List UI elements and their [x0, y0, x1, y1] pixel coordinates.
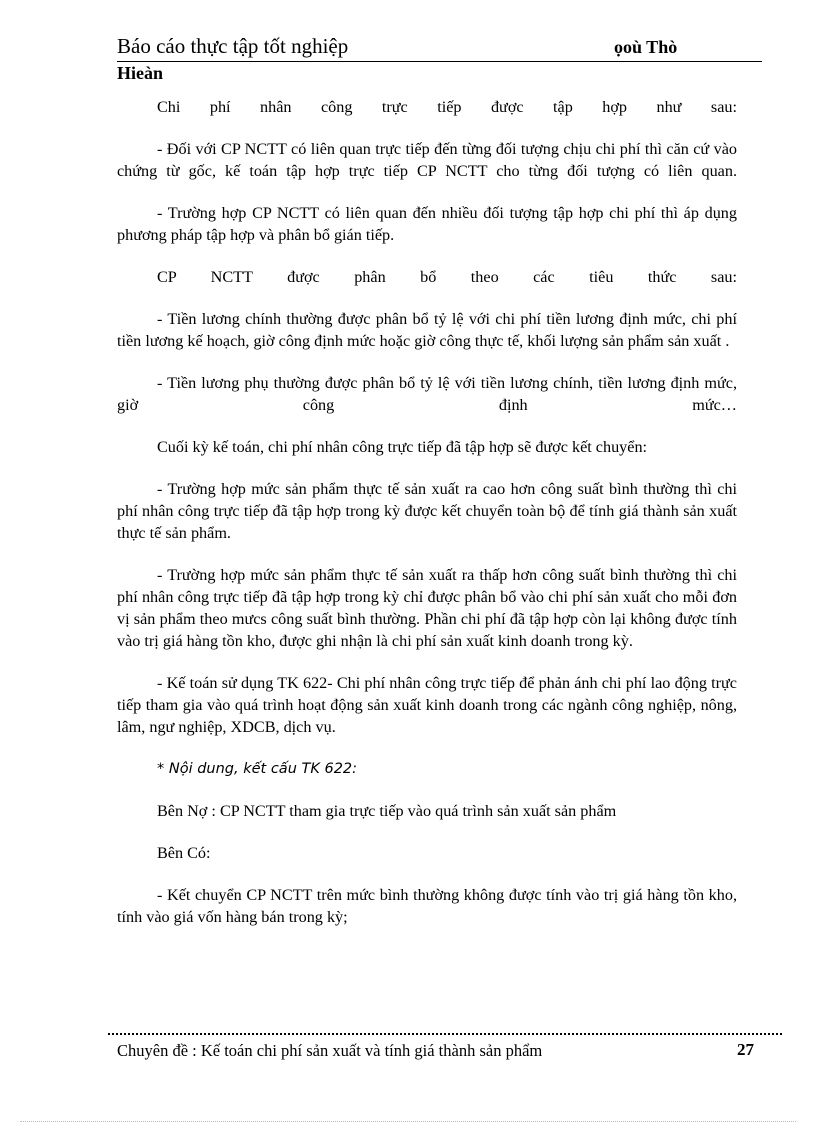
paragraph: - Trường hợp mức sản phẩm thực tế sản xuất ra cao hơn công suất bình thường thì chi phí nhân công trực tiếp đã tập hợp trong kỳ được kết chuyển toàn bộ để tính giá thành sản xuất thực tế sản phẩm.: [117, 480, 737, 542]
paragraph: - Đối với CP NCTT có liên quan trực tiếp đến từng đối tượng chịu chi phí thì căn cứ vào chứng từ gốc, kế toán tập hợp trực tiếp CP NCTT cho từng đối tượng có liên quan.: [117, 140, 737, 180]
section-heading: [117, 758, 737, 780]
paragraph: Bên Nợ : CP NCTT tham gia trực tiếp vào quá trình sản xuất sản phẩm: [157, 802, 617, 820]
page-edge-divider: [20, 1121, 796, 1122]
paragraph: - Tiền lương phụ thường được phân bổ tỷ lệ với tiền lương chính, tiền lương định mức, giờ công định mức…: [117, 374, 737, 414]
paragraph: - Trường hợp mức sản phẩm thực tế sản xuất ra thấp hơn công suất bình thường thì chi phí nhân công trực tiếp đã tập hợp trong kỳ chỉ được phân bổ vào chi phí sản xuất cho mỗi đơn vị sản phẩm theo mưcs công suất bình thường. Phần chi phí đã tập hợp còn lại không được tính vào trị giá hàng tồn kho, được ghi nhận là chi phí sản xuất kinh doanh trong kỳ.: [117, 566, 737, 650]
document-body: [117, 96, 737, 948]
paragraph: Cuối kỳ kế toán, chi phí nhân công trực tiếp đã tập hợp sẽ được kết chuyển:: [157, 438, 648, 456]
paragraph: - Tiền lương chính thường được phân bổ tỷ lệ với chi phí tiền lương định mức, chi phí tiền lương kế hoạch, giờ công định mức hoặc giờ công thực tế, khối lượng sản phẩm sản xuất .: [117, 310, 737, 350]
paragraph: Bên Có:: [157, 844, 211, 862]
section-heading-text: * Nội dung, kết cấu TK 622:: [157, 761, 358, 777]
header-author: ọoù Thò: [614, 37, 678, 57]
paragraph: - Trường hợp CP NCTT có liên quan đến nhiều đối tượng tập hợp chi phí thì áp dụng phương pháp tập hợp và phân bổ gián tiếp.: [117, 204, 737, 244]
footer-text: Chuyên đề : Kế toán chi phí sản xuất và tính giá thành sản phẩm: [117, 1041, 543, 1060]
paragraph: - Kết chuyển CP NCTT trên mức bình thường không được tính vào trị giá hàng tồn kho, tính vào giá vốn hàng bán trong kỳ;: [117, 886, 737, 926]
paragraph: - Kế toán sử dụng TK 622- Chi phí nhân công trực tiếp để phản ánh chi phí lao động trực tiếp tham gia vào quá trình hoạt động sản xuất kinh doanh trong các ngành công nghiệp, nông, lâm, ngư nghiệp, XDCB, dịch vụ.: [117, 674, 737, 736]
paragraph: CP NCTT được phân bổ theo các tiêu thức sau:: [157, 268, 737, 286]
page-number: 27: [737, 1040, 754, 1059]
footer-divider: [108, 1033, 782, 1035]
page-header: [117, 33, 762, 62]
header-author-continued: Hieàn: [117, 63, 164, 83]
paragraph: Chi phí nhân công trực tiếp được tập hợp như sau:: [157, 98, 737, 116]
header-title: Báo cáo thực tập tốt nghiệp: [117, 34, 349, 58]
